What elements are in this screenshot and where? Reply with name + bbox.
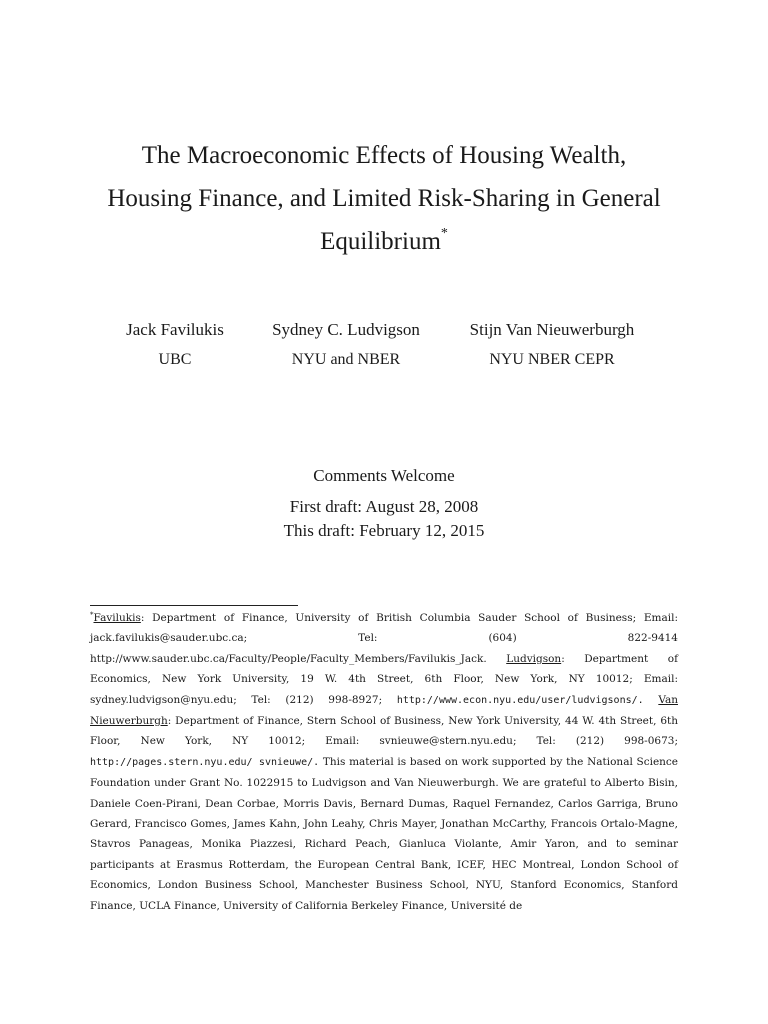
title-line-3: Equilibrium <box>320 228 441 255</box>
author-block-ludvigson <box>256 318 436 372</box>
comments-welcome: Comments Welcome <box>313 466 455 485</box>
ludvigson-url[interactable]: http://www.econ.nyu.edu/user/ludvigsons/. <box>396 694 644 706</box>
author-block-van-nieuwerburgh <box>452 318 652 372</box>
van-nieuwerburgh-contact: : Department of Finance, Stern School of Business, New York University, 44 W. 4th Street, 6th Floor, New York, NY 10012; Email: svnieuwe@stern.nyu.edu; Tel: (212) 998-0673; <box>90 715 678 748</box>
title-line-2: Housing Finance, and Limited Risk-Sharing in General <box>107 185 661 212</box>
footnote-rule <box>90 605 298 606</box>
favilukis-label: Favilukis <box>93 612 141 624</box>
title-footnote <box>90 608 678 916</box>
author-name: Jack Favilukis <box>126 320 224 339</box>
ludvigson-label: Ludvigson <box>506 652 562 665</box>
paper-title <box>60 134 708 263</box>
title-footnote-marker: * <box>440 226 448 241</box>
title-line-1: The Macroeconomic Effects of Housing Wealth, <box>141 142 627 169</box>
author-name: Stijn Van Nieuwerburgh <box>469 320 635 339</box>
author-name: Sydney C. Ludvigson <box>272 320 420 339</box>
author-block-favilukis <box>100 318 250 372</box>
this-draft-date: This draft: February 12, 2015 <box>283 521 485 540</box>
author-affiliation: NYU and NBER <box>291 351 401 368</box>
author-affiliation: UBC <box>158 351 192 368</box>
ludvigson-contact: : Department of Economics, New York University, 19 W. 4th Street, 6th Floor, New York, NY 10012; Email: sydney.ludvigson@nyu.edu; Tel: (212) 998-8927; <box>90 652 678 706</box>
acknowledgements: This material is based on work supported by the National Science Foundation under Grant No. 1022915 to Ludvigson and Van Nieuwerburgh. We are grateful to Alberto Bisin, Daniele Coen-Pirani, Dean Corbae, Morris Davis, Bernard Dumas, Raquel Fernandez, Carlos Garriga, Bruno Gerard, Francisco Gomes, James Kahn, John Leahy, Chris Mayer, Jonathan McCarthy, Francois Ortalo-Magne, Stavros Panageas, Monika Piazzesi, Richard Peach, Gianluca Violante, Amir Yaron, and to seminar participants at Erasmus Rotterdam, the European Central Bank, ICEF, HEC Montreal, London School of Economics, London Business School, Manchester Business School, NYU, Stanford Economics, Stanford Finance, UCLA Finance, University of California Berkeley Finance, Université de <box>90 755 679 912</box>
first-draft-date: First draft: August 28, 2008 <box>289 497 479 516</box>
favilukis-contact: : Department of Finance, University of British Columbia Sauder School of Business; Email: jack.favilukis@sauder.ubc.ca; Tel: (604) 822-9414 http://www.sauder.ubc.ca/Faculty/People/Faculty_Members/Favilukis_Jack. <box>90 612 678 665</box>
van-nieuwerburgh-url[interactable]: http://pages.stern.nyu.edu/ svnieuwe/. <box>90 756 320 768</box>
van-nieuwerburgh-label: Van Nieuwerburgh <box>90 693 678 728</box>
footnote-marker: * <box>90 611 94 619</box>
author-affiliation: NYU NBER CEPR <box>489 351 615 368</box>
